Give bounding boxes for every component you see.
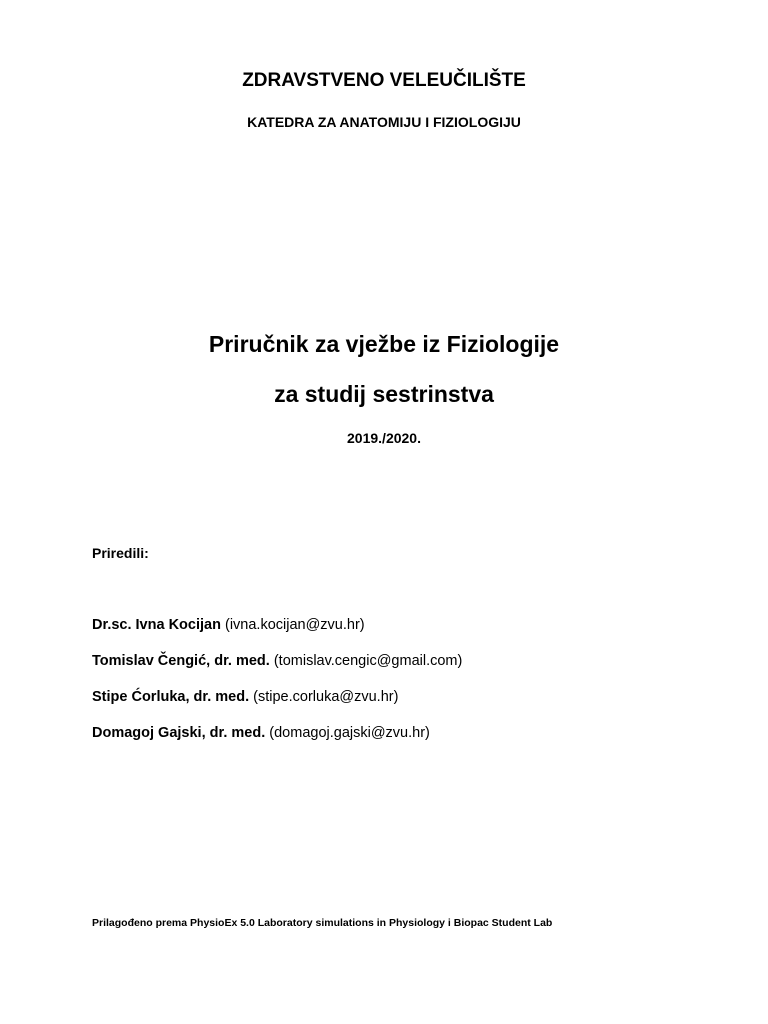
author-email: (domagoj.gajski@zvu.hr) bbox=[269, 725, 430, 741]
author-name: Stipe Ćorluka, dr. med. bbox=[92, 689, 250, 705]
author-email: (tomislav.cengic@gmail.com) bbox=[273, 653, 463, 669]
author-line bbox=[92, 617, 365, 633]
author-name: Tomislav Čengić, dr. med. bbox=[92, 653, 270, 669]
author-name: Dr.sc. Ivna Kocijan bbox=[92, 617, 221, 633]
department-name: KATEDRA ZA ANATOMIJU I FIZIOLOGIJU bbox=[247, 114, 521, 130]
author-email: (ivna.kocijan@zvu.hr) bbox=[224, 617, 365, 633]
author-line bbox=[92, 689, 398, 705]
author-line bbox=[92, 653, 462, 669]
academic-year: 2019./2020. bbox=[347, 430, 421, 446]
source-footnote: Prilagođeno prema PhysioEx 5.0 Laboratory simulations in Physiology i Biopac Student Lab bbox=[92, 917, 553, 929]
prepared-by-label: Priredili: bbox=[92, 545, 149, 561]
author-name: Domagoj Gajski, dr. med. bbox=[92, 725, 266, 741]
author-email: (stipe.corluka@zvu.hr) bbox=[253, 689, 399, 705]
institution-name: ZDRAVSTVENO VELEUČILIŠTE bbox=[242, 70, 526, 91]
document-title: Priručnik za vježbe iz Fiziologije bbox=[208, 331, 560, 357]
document-subtitle: za studij sestrinstva bbox=[274, 381, 494, 407]
author-line bbox=[92, 725, 430, 741]
